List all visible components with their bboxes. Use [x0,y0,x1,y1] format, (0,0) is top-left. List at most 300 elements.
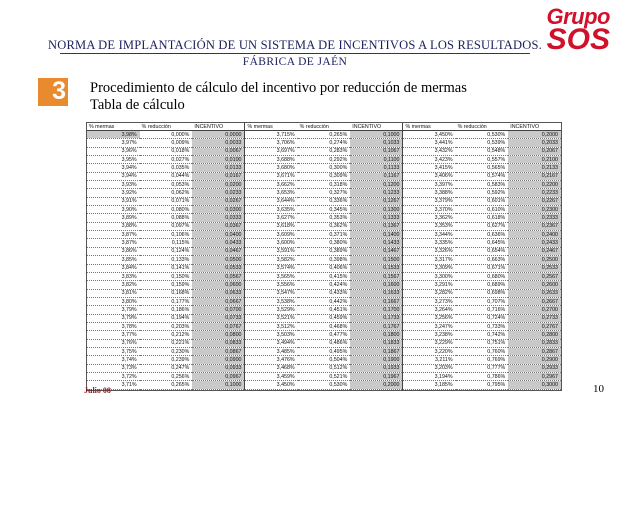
table-cell: 3,362% [403,214,456,222]
table-cell: 0,203% [140,322,193,330]
table-cell: 3,264% [403,306,456,314]
table-cell: 0,2200 [508,181,561,189]
table-cell: 0,0467 [192,247,245,255]
table-cell: 0,1033 [350,139,403,147]
table-cell: 0,380% [298,239,351,247]
table-cell: 3,90% [87,206,140,214]
table-cell: 3,653% [245,189,298,197]
table-row [87,381,561,390]
table-cell: 0,1933 [350,364,403,372]
table-cell: 0,000% [140,131,193,139]
table-cell: 3,556% [245,281,298,289]
table-cell: 0,1667 [350,297,403,305]
table-row [87,339,561,347]
table-cell: 0,654% [456,247,509,255]
column-header: INCENTIVO [350,123,403,131]
table-cell: 0,018% [140,147,193,155]
table-cell: 0,0300 [192,206,245,214]
table-cell: 3,94% [87,164,140,172]
table-cell: 3,94% [87,172,140,180]
table-cell: 0,1400 [350,231,403,239]
table-cell: 0,2733 [508,314,561,322]
table-cell: 0,0633 [192,289,245,297]
table-cell: 0,194% [140,314,193,322]
calculation-table-container [86,122,562,391]
table-cell: 0,0500 [192,256,245,264]
table-cell: 0,1800 [350,331,403,339]
column-header: % mermas [87,123,140,131]
table-cell: 0,0067 [192,147,245,155]
table-cell: 3,521% [245,314,298,322]
table-cell: 0,689% [456,281,509,289]
table-cell: 0,442% [298,297,351,305]
table-row [87,181,561,189]
table-cell: 0,521% [298,372,351,380]
table-cell: 0,424% [298,281,351,289]
table-cell: 0,468% [298,322,351,330]
table-cell: 3,662% [245,181,298,189]
calculation-table [87,123,561,390]
table-cell: 3,494% [245,339,298,347]
table-cell: 0,212% [140,331,193,339]
table-cell: 0,371% [298,231,351,239]
column-header: % reducción [456,123,509,131]
table-cell: 0,336% [298,197,351,205]
table-cell: 0,663% [456,256,509,264]
table-cell: 0,1867 [350,347,403,355]
table-cell: 0,2133 [508,164,561,172]
table-cell: 0,645% [456,239,509,247]
table-cell: 0,504% [298,356,351,364]
table-cell: 0,618% [456,214,509,222]
section-number: 3 [52,77,66,105]
table-cell: 0,0833 [192,339,245,347]
table-cell: 3,423% [403,156,456,164]
table-row [87,164,561,172]
table-cell: 0,716% [456,306,509,314]
table-cell: 3,370% [403,206,456,214]
table-cell: 0,1267 [350,197,403,205]
page-number: 10 [593,383,604,395]
table-body [87,131,561,390]
table-cell: 0,2300 [508,206,561,214]
table-cell: 3,547% [245,289,298,297]
table-cell: 3,89% [87,214,140,222]
table-cell: 0,1167 [350,172,403,180]
table-cell: 0,265% [140,381,193,390]
table-cell: 0,2333 [508,214,561,222]
table-cell: 0,565% [456,164,509,172]
table-cell: 0,115% [140,239,193,247]
table-cell: 3,388% [403,189,456,197]
table-cell: 0,733% [456,322,509,330]
table-cell: 0,177% [140,297,193,305]
table-cell: 0,495% [298,347,351,355]
table-cell: 3,344% [403,231,456,239]
document-header: NORMA DE IMPLANTACIÓN DE UN SISTEMA DE INCENTIVOS A LOS RESULTADOS. [48,38,542,52]
table-cell: 0,2500 [508,256,561,264]
table-row [87,206,561,214]
table-cell: 0,486% [298,339,351,347]
footer-date: Julio 08 [84,386,111,395]
table-cell: 3,282% [403,289,456,297]
table-cell: 3,680% [245,164,298,172]
table-cell: 0,1767 [350,322,403,330]
table-cell: 3,77% [87,331,140,339]
table-cell: 0,0867 [192,347,245,355]
table-cell: 0,1133 [350,164,403,172]
table-cell: 3,353% [403,222,456,230]
table-cell: 3,415% [403,164,456,172]
table-cell: 3,72% [87,372,140,380]
table-cell: 3,91% [87,197,140,205]
section-number-badge [38,78,68,106]
table-cell: 0,2700 [508,306,561,314]
table-cell: 0,459% [298,314,351,322]
table-cell: 0,247% [140,364,193,372]
table-cell: 3,441% [403,139,456,147]
table-cell: 0,0133 [192,164,245,172]
table-cell: 0,1700 [350,306,403,314]
table-row [87,156,561,164]
table-row [87,306,561,314]
table-cell: 0,2367 [508,222,561,230]
table-cell: 3,309% [403,264,456,272]
table-cell: 0,610% [456,206,509,214]
table-cell: 0,751% [456,339,509,347]
table-cell: 3,591% [245,247,298,255]
table-cell: 0,1000 [350,131,403,139]
table-cell: 0,2667 [508,297,561,305]
table-cell: 0,362% [298,222,351,230]
table-cell: 3,185% [403,381,456,390]
table-cell: 3,78% [87,322,140,330]
table-cell: 0,636% [456,231,509,239]
table-cell: 0,009% [140,139,193,147]
table-cell: 0,221% [140,339,193,347]
table-cell: 3,450% [245,381,298,390]
table-cell: 3,194% [403,372,456,380]
table-cell: 0,1300 [350,206,403,214]
table-cell: 3,96% [87,147,140,155]
table-cell: 0,477% [298,331,351,339]
table-cell: 0,2967 [508,372,561,380]
table-row [87,239,561,247]
table-cell: 0,1633 [350,289,403,297]
table-cell: 3,98% [87,131,140,139]
table-cell: 0,0667 [192,297,245,305]
table-cell: 0,0033 [192,139,245,147]
table-row [87,189,561,197]
table-row [87,147,561,155]
table-cell: 0,256% [140,372,193,380]
table-cell: 0,027% [140,156,193,164]
table-cell: 3,627% [245,214,298,222]
table-row [87,139,561,147]
table-header-row [87,123,561,131]
table-cell: 0,150% [140,272,193,280]
table-cell: 3,273% [403,297,456,305]
table-cell: 0,724% [456,314,509,322]
table-cell: 3,300% [403,272,456,280]
table-cell: 0,574% [456,172,509,180]
table-row [87,322,561,330]
table-cell: 3,85% [87,256,140,264]
table-cell: 0,1100 [350,156,403,164]
table-cell: 0,592% [456,189,509,197]
table-cell: 3,688% [245,156,298,164]
table-cell: 0,742% [456,331,509,339]
table-cell: 0,530% [456,131,509,139]
table-row [87,222,561,230]
table-cell: 0,398% [298,256,351,264]
table-cell: 0,168% [140,289,193,297]
table-cell: 0,1567 [350,272,403,280]
table-cell: 0,353% [298,214,351,222]
table-row [87,281,561,289]
table-cell: 0,760% [456,347,509,355]
table-cell: 0,141% [140,264,193,272]
table-cell: 0,0400 [192,231,245,239]
table-cell: 0,0900 [192,356,245,364]
table-cell: 0,707% [456,297,509,305]
table-cell: 0,0967 [192,372,245,380]
table-cell: 0,230% [140,347,193,355]
table-cell: 0,2167 [508,172,561,180]
table-cell: 3,76% [87,339,140,347]
table-row [87,247,561,255]
table-cell: 0,044% [140,172,193,180]
table-cell: 3,635% [245,206,298,214]
table-row [87,197,561,205]
table-cell: 0,698% [456,289,509,297]
column-header: INCENTIVO [508,123,561,131]
column-header: % reducción [298,123,351,131]
table-cell: 3,600% [245,239,298,247]
table-cell: 0,2067 [508,147,561,155]
table-cell: 3,715% [245,131,298,139]
table-cell: 0,053% [140,181,193,189]
table-cell: 0,0600 [192,281,245,289]
table-cell: 3,432% [403,147,456,155]
table-cell: 0,133% [140,256,193,264]
table-cell: 0,671% [456,264,509,272]
table-cell: 3,73% [87,364,140,372]
table-cell: 3,83% [87,272,140,280]
table-cell: 3,74% [87,356,140,364]
table-cell: 0,0433 [192,239,245,247]
table-cell: 0,062% [140,189,193,197]
table-cell: 0,274% [298,139,351,147]
table-cell: 3,291% [403,281,456,289]
table-cell: 3,529% [245,306,298,314]
table-cell: 0,159% [140,281,193,289]
table-cell: 0,300% [298,164,351,172]
table-cell: 0,415% [298,272,351,280]
table-cell: 3,79% [87,306,140,314]
table-cell: 0,1200 [350,181,403,189]
table-cell: 0,0200 [192,181,245,189]
table-cell: 3,93% [87,181,140,189]
table-cell: 0,2467 [508,247,561,255]
table-cell: 0,2933 [508,364,561,372]
logo-line2: SOS [546,23,610,56]
table-cell: 0,1067 [350,147,403,155]
table-cell: 3,95% [87,156,140,164]
table-cell: 0,1900 [350,356,403,364]
table-cell: 3,538% [245,297,298,305]
table-cell: 0,0000 [192,131,245,139]
column-header: % mermas [403,123,456,131]
table-cell: 3,87% [87,231,140,239]
table-cell: 3,88% [87,222,140,230]
table-cell: 0,1467 [350,247,403,255]
table-cell: 3,450% [403,131,456,139]
table-cell: 0,1600 [350,281,403,289]
table-cell: 0,1333 [350,214,403,222]
table-row [87,256,561,264]
table-cell: 0,080% [140,206,193,214]
table-row [87,231,561,239]
table-cell: 0,2900 [508,356,561,364]
table-cell: 0,512% [298,364,351,372]
table-cell: 0,035% [140,164,193,172]
table-cell: 0,097% [140,222,193,230]
table-cell: 0,2633 [508,289,561,297]
table-cell: 3,512% [245,322,298,330]
table-cell: 3,81% [87,289,140,297]
table-cell: 3,247% [403,322,456,330]
table-cell: 0,433% [298,289,351,297]
table-row [87,289,561,297]
table-cell: 3,84% [87,264,140,272]
table-row [87,331,561,339]
table-cell: 3,335% [403,239,456,247]
table-cell: 0,539% [456,139,509,147]
table-cell: 0,124% [140,247,193,255]
table-cell: 3,406% [403,172,456,180]
table-cell: 0,2433 [508,239,561,247]
table-cell: 3,75% [87,347,140,355]
table-cell: 3,71% [87,381,140,390]
table-cell: 0,1833 [350,339,403,347]
table-cell: 3,326% [403,247,456,255]
table-cell: 0,071% [140,197,193,205]
table-cell: 0,088% [140,214,193,222]
table-cell: 0,627% [456,222,509,230]
table-cell: 0,318% [298,181,351,189]
table-cell: 0,601% [456,197,509,205]
table-cell: 3,238% [403,331,456,339]
table-cell: 0,786% [456,372,509,380]
table-cell: 0,0767 [192,322,245,330]
table-row [87,214,561,222]
table-cell: 3,256% [403,314,456,322]
table-cell: 0,106% [140,231,193,239]
table-cell: 3,468% [245,364,298,372]
table-cell: 0,2233 [508,189,561,197]
table-row [87,172,561,180]
column-header: % mermas [245,123,298,131]
table-cell: 0,292% [298,156,351,164]
table-cell: 0,2767 [508,322,561,330]
table-cell: 0,2533 [508,264,561,272]
table-cell: 0,0100 [192,156,245,164]
table-cell: 0,0933 [192,364,245,372]
table-cell: 0,583% [456,181,509,189]
table-cell: 0,2800 [508,331,561,339]
table-cell: 0,283% [298,147,351,155]
table-cell: 3,582% [245,256,298,264]
table-cell: 0,0167 [192,172,245,180]
table-cell: 3,317% [403,256,456,264]
table-cell: 0,3000 [508,381,561,390]
table-cell: 3,220% [403,347,456,355]
table-cell: 0,2033 [508,139,561,147]
table-cell: 3,87% [87,239,140,247]
table-cell: 3,644% [245,197,298,205]
column-header: % reducción [140,123,193,131]
table-cell: 3,203% [403,364,456,372]
table-cell: 0,2100 [508,156,561,164]
column-header: INCENTIVO [192,123,245,131]
slide-title: Procedimiento de cálculo del incentivo por reducción de mermas [90,80,467,96]
table-cell: 3,379% [403,197,456,205]
table-cell: 0,0700 [192,306,245,314]
table-cell: 0,345% [298,206,351,214]
table-row [87,131,561,139]
table-cell: 0,0733 [192,314,245,322]
table-cell: 3,92% [87,189,140,197]
table-cell: 3,397% [403,181,456,189]
table-cell: 3,82% [87,281,140,289]
table-cell: 0,1967 [350,372,403,380]
table-cell: 0,451% [298,306,351,314]
table-cell: 0,0533 [192,264,245,272]
table-cell: 3,706% [245,139,298,147]
table-cell: 3,574% [245,264,298,272]
table-row [87,264,561,272]
table-cell: 0,1433 [350,239,403,247]
table-cell: 0,1000 [192,381,245,390]
table-cell: 3,97% [87,139,140,147]
table-cell: 0,1233 [350,189,403,197]
table-cell: 0,557% [456,156,509,164]
table-cell: 0,186% [140,306,193,314]
document-subheader: FÁBRICA DE JAÉN [242,56,348,68]
table-cell: 3,485% [245,347,298,355]
table-cell: 3,80% [87,297,140,305]
table-row [87,364,561,372]
table-cell: 3,229% [403,339,456,347]
table-cell: 0,406% [298,264,351,272]
table-cell: 0,0567 [192,272,245,280]
table-cell: 0,795% [456,381,509,390]
table-cell: 0,309% [298,172,351,180]
table-row [87,297,561,305]
table-cell: 0,2600 [508,281,561,289]
table-cell: 0,0800 [192,331,245,339]
table-cell: 0,2267 [508,197,561,205]
table-cell: 3,476% [245,356,298,364]
table-cell: 3,618% [245,222,298,230]
table-cell: 0,1367 [350,222,403,230]
table-cell: 0,777% [456,364,509,372]
table-cell: 0,2567 [508,272,561,280]
table-cell: 0,239% [140,356,193,364]
table-cell: 0,1500 [350,256,403,264]
table-row [87,356,561,364]
